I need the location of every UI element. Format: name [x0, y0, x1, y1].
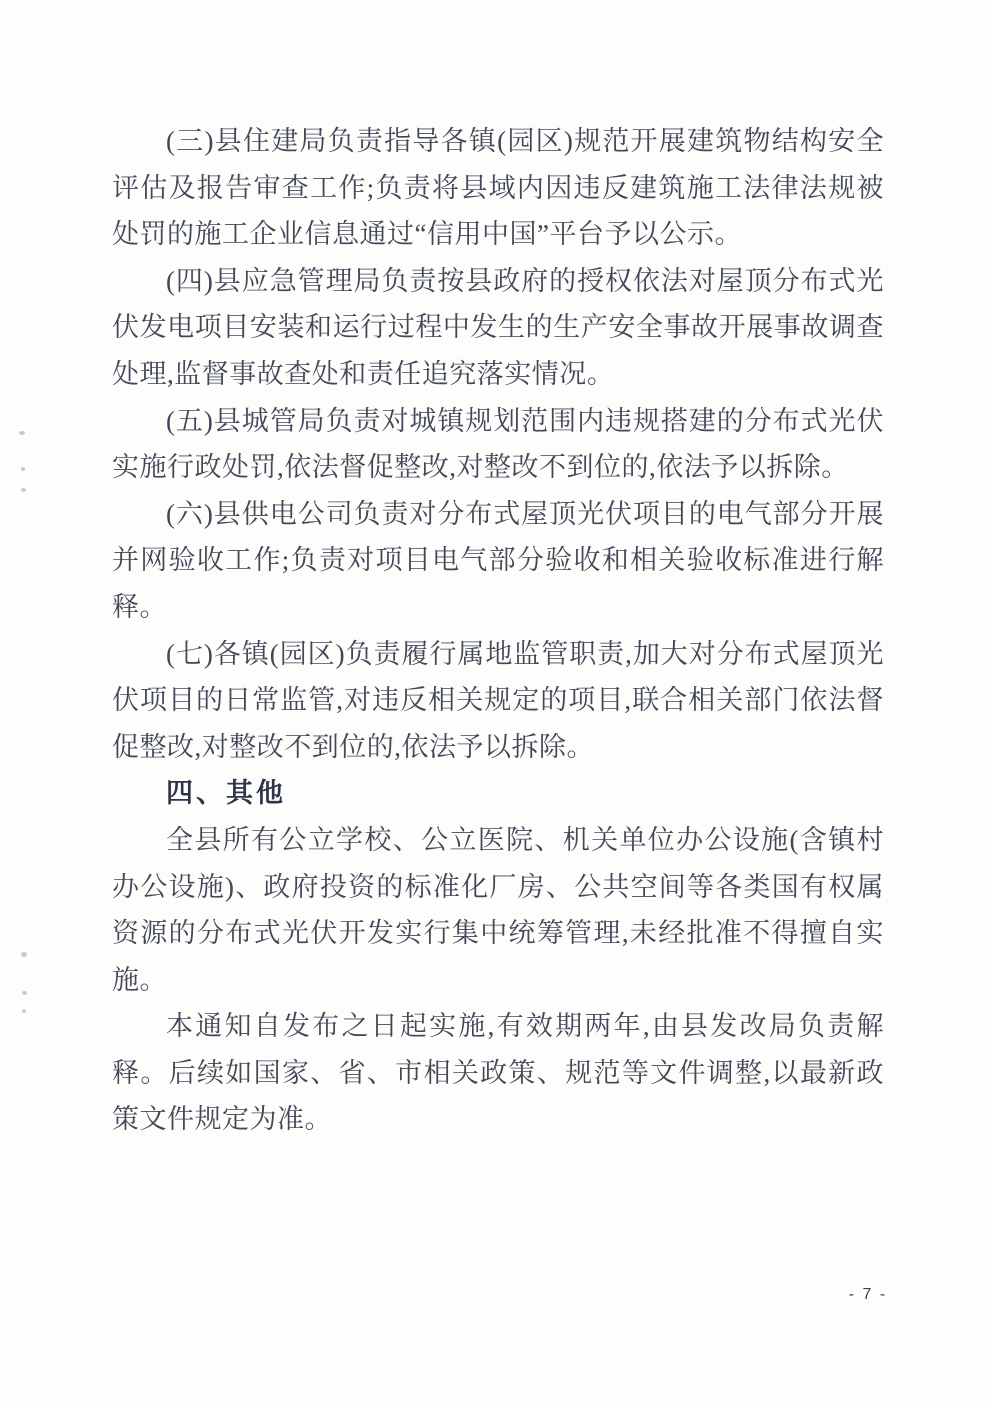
scan-speck — [21, 952, 27, 957]
scan-speck — [22, 991, 27, 995]
paragraph-item-5: (五)县城管局负责对城镇规划范围内违规搭建的分布式光伏实施行政处罚,依法督促整改,对整改不到位的,依法予以拆除。 — [112, 405, 884, 483]
paragraph-other-scope: 全县所有公立学校、公立医院、机关单位办公设施(含镇村办公设施)、政府投资的标准化厂房、公共空间等各类国有权属资源的分布式光伏开发实行集中统筹管理,未经批准不得擅自实施。 — [112, 824, 884, 995]
scan-speck — [19, 431, 25, 435]
scan-speck — [21, 467, 25, 471]
section-heading-other: 四、其他 — [166, 778, 286, 809]
paragraph-item-3: (三)县住建局负责指导各镇(园区)规范开展建筑物结构安全评估及报告审查工作;负责将县域内因违反建筑施工法律法规被处罚的施工企业信息通过“信用中国”平台予以公示。 — [112, 126, 884, 250]
paragraph-implementation: 本通知自发布之日起实施,有效期两年,由县发改局负责解释。后续如国家、省、市相关政策、规范等文件调整,以最新政策文件规定为准。 — [112, 1011, 884, 1135]
paragraph-item-4: (四)县应急管理局负责按县政府的授权依法对屋顶分布式光伏发电项目安装和运行过程中发生的生产安全事故开展事故调查处理,监督事故查处和责任追究落实情况。 — [112, 265, 884, 389]
document-body — [112, 118, 884, 1143]
scan-speck — [21, 488, 26, 492]
scan-speck — [22, 1009, 26, 1013]
paragraph-item-7: (七)各镇(园区)负责履行属地监管职责,加大对分布式屋顶光伏项目的日常监管,对违反相关规定的项目,联合相关部门依法督促整改,对整改不到位的,依法予以拆除。 — [112, 638, 884, 762]
paragraph-item-6: (六)县供电公司负责对分布式屋顶光伏项目的电气部分开展并网验收工作;负责对项目电气部分验收和相关验收标准进行解释。 — [112, 498, 884, 622]
page-number: - 7 - — [848, 1286, 888, 1303]
